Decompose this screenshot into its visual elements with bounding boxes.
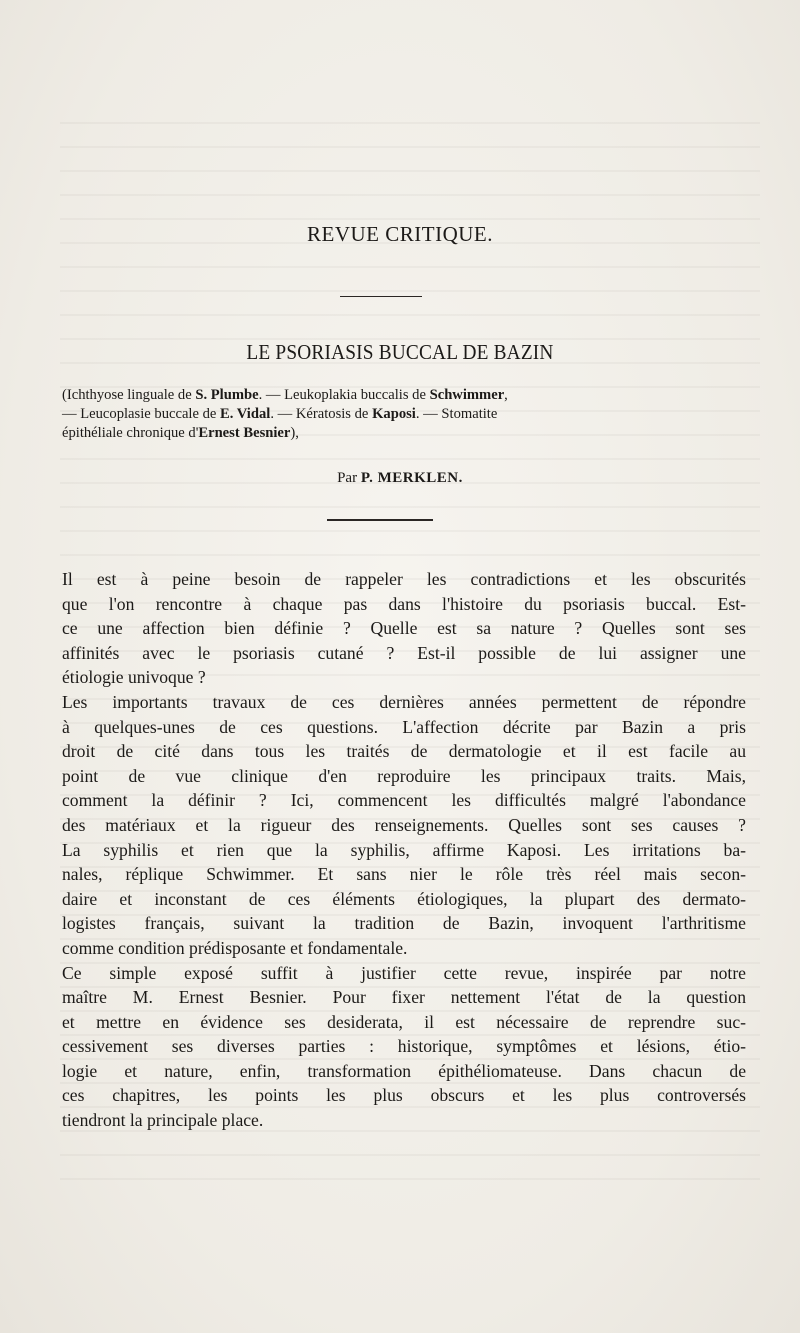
synonym-text: (Ichthyose linguale de bbox=[62, 387, 196, 403]
paragraph-2 bbox=[62, 690, 746, 961]
paragraph-1 bbox=[62, 567, 746, 690]
paragraph-3 bbox=[62, 961, 746, 1133]
text-line: nales, réplique Schwimmer. Et sans nier le rôle très réel mais secon- bbox=[62, 864, 746, 885]
text-line: ces chapitres, les points les plus obscurs et les plus controversés bbox=[62, 1085, 746, 1106]
text-line: Ce simple exposé suffit à justifier cette revue, inspirée par notre bbox=[62, 962, 746, 983]
synonyms-line-1 bbox=[62, 386, 738, 405]
section-title: REVUE CRITIQUE. bbox=[307, 222, 493, 246]
synonym-text: , bbox=[504, 387, 508, 403]
text-line: maître M. Ernest Besnier. Pour fixer nettement l'état de la question bbox=[62, 987, 746, 1008]
text-line: tiendront la principale place. bbox=[62, 1110, 264, 1131]
text-line: droit de cité dans tous les traités de dermatologie et il est facile au bbox=[62, 741, 746, 762]
text-line: cessivement ses diverses parties : historique, symptômes et lésions, étio- bbox=[62, 1036, 746, 1057]
text-line: daire et inconstant de ces éléments étiologiques, la plupart des dermato- bbox=[62, 888, 746, 909]
text-line: Les importants travaux de ces dernières années permettent de répondre bbox=[62, 691, 746, 712]
text-line: que l'on rencontre à chaque pas dans l'histoire du psoriasis buccal. Est- bbox=[62, 593, 746, 614]
synonyms-line-3 bbox=[62, 424, 738, 443]
synonyms-line-2 bbox=[62, 405, 738, 424]
text-line: comment la définir ? Ici, commencent les difficultés malgré l'abondance bbox=[62, 790, 746, 811]
divider-rule-short bbox=[340, 296, 422, 297]
synonym-author-name: Kaposi bbox=[372, 406, 416, 422]
author-prefix: Par bbox=[337, 470, 361, 486]
synonym-author-name: S. Plumbe bbox=[195, 387, 259, 403]
synonym-text: épithéliale chronique d' bbox=[62, 425, 199, 441]
text-line: comme condition prédisposante et fondamentale. bbox=[62, 937, 408, 958]
synonym-text: . — Stomatite bbox=[415, 406, 498, 422]
synonym-text: — Leucoplasie buccale de bbox=[62, 406, 221, 422]
synonym-text: ), bbox=[290, 425, 299, 441]
author-name: P. MERKLEN. bbox=[360, 470, 463, 486]
text-line: point de vue clinique d'en reproduire les principaux traits. Mais, bbox=[62, 765, 746, 786]
author-byline bbox=[0, 470, 800, 487]
synonyms-block bbox=[62, 386, 738, 443]
text-line: La syphilis et rien que la syphilis, affirme Kaposi. Les irritations ba- bbox=[62, 839, 746, 860]
text-line: à quelques-unes de ces questions. L'affection décrite par Bazin a pris bbox=[62, 716, 746, 737]
text-line: ce une affection bien définie ? Quelle est sa nature ? Quelles sont ses bbox=[62, 618, 746, 639]
text-line: des matériaux et la rigueur des renseignements. Quelles sont ses causes ? bbox=[62, 814, 746, 835]
text-line: et mettre en évidence ses desiderata, il est nécessaire de reprendre suc- bbox=[62, 1011, 746, 1032]
article-body bbox=[62, 567, 746, 1133]
text-line: logistes français, suivant la tradition de Bazin, invoquent l'arthritisme bbox=[62, 913, 746, 934]
synonym-author-name: Ernest Besnier bbox=[198, 425, 291, 441]
synonym-text: . — Leukoplakia buccalis de bbox=[258, 387, 430, 403]
text-line: logie et nature, enfin, transformation épithéliomateuse. Dans chacun de bbox=[62, 1060, 746, 1081]
synonym-author-name: Schwimmer bbox=[429, 387, 505, 403]
article-title: LE PSORIASIS BUCCAL DE BAZIN bbox=[246, 340, 554, 364]
text-line: étiologie univoque ? bbox=[62, 667, 206, 688]
divider-rule-long bbox=[327, 519, 433, 521]
synonym-author-name: E. Vidal bbox=[220, 406, 271, 422]
text-line: Il est à peine besoin de rappeler les contradictions et les obscurités bbox=[62, 569, 746, 589]
synonym-text: . — Kératosis de bbox=[270, 406, 373, 422]
text-line: affinités avec le psoriasis cutané ? Est-il possible de lui assigner une bbox=[62, 642, 746, 663]
